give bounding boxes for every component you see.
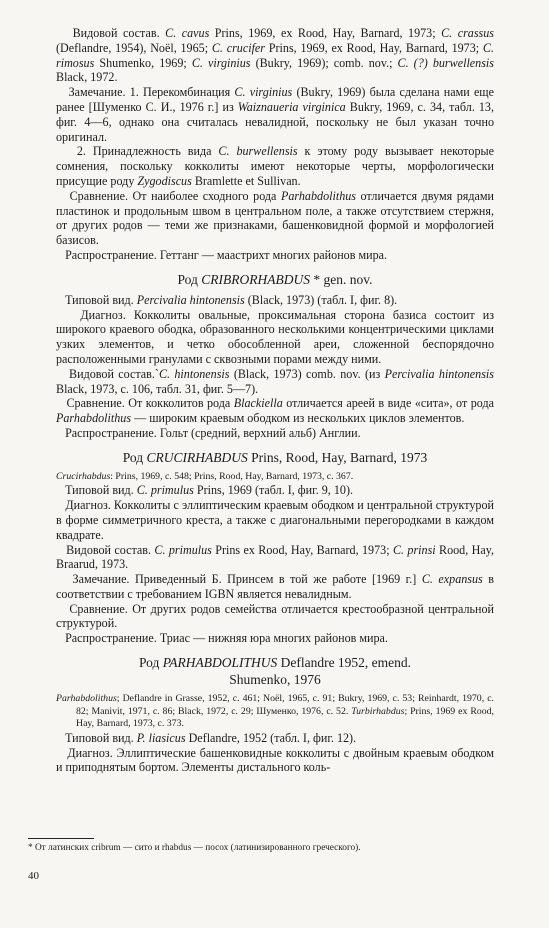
- paragraph: Диагноз. Кокколиты с эллиптическим краевым ободком и центральной структурой в форме симметричного креста, а также с диагональными перегородками в каждом квадрате.: [56, 498, 494, 542]
- paragraph: Распространение. Триас — нижняя юра многих районов мира.: [56, 631, 388, 646]
- paragraph: Диагноз. Эллиптические башенковидные кокколиты с двойным краевым ободком и приподнятым бортом. Элементы дистального коль-: [56, 745, 494, 775]
- page-number: 40: [28, 870, 39, 882]
- paragraph: Видовой состав. C. cavus Prins, 1969, ex Rood, Hay, Barnard, 1973; C. crassus (Deflandre, 1954), Noël, 1965; C. crucifer Prins, 1969, ex Rood, Hay, Barnard, 1973; C. rimosus Shumenko, 1969; C. virginius (Bukry, 1969); comb. nov.; C. (?) burwellensis Black, 1972.: [56, 26, 495, 85]
- paragraph: Типовой вид. C. primulus Prins, 1969 (табл. I, фиг. 9, 10).: [56, 483, 354, 498]
- paragraph: Замечание. 1. Перекомбинация C. virginius (Bukry, 1969) была сделана нами еще ранее [Шуменко С. И., 1976 г.] из Waiznaueria virginica Bukry, 1969, с. 34, табл. 13, фиг. 4—6, однако она считалась невалидной, поскольку не был указан точно оригинал.: [56, 85, 494, 144]
- footnote-rule: [28, 838, 94, 839]
- genus-heading: Род PARHABDOLITHUS Deflandre 1952, emend. Shumenko, 1976: [138, 655, 412, 688]
- paragraph: Распространение. Гольт (средний, верхний альб) Англии.: [56, 425, 361, 440]
- paragraph: 2. Принадлежность вида C. burwellensis к этому роду вызывает некоторые сомнения, поскольку кокколиты имеют некоторые черты, морфологически присущие роду Zygodiscus Bramlette et Sullivan.: [56, 144, 494, 188]
- paragraph: Типовой вид. P. liasicus Deflandre, 1952 (табл. I, фиг. 12).: [56, 730, 357, 745]
- synonymy-line: Parhabdolithus; Deflandre in Grasse, 1952, с. 461; Noël, 1965, с. 91; Bukry, 1969, с. 53; Reinhardt, 1970, с. 82; Manivit, 1971, с. 86; Black, 1972, с. 29; Шуменко, 1976, с. 52. Turbirhabdus; Prins, 1969 ex Rood, Hay, Barnard, 1973, с. 373.: [56, 693, 494, 730]
- paragraph: Сравнение. От кокколитов рода Blackiella отличается ареей в виде «сита», от рода Parhabdolithus — широким краевым ободком из нескольких циклов элементов.: [56, 396, 494, 426]
- text-column: [56, 26, 494, 775]
- paragraph: Типовой вид. Percivalia hintonensis (Black, 1973) (табл. I, фиг. 8).: [56, 292, 398, 307]
- genus-heading: Род CRUCIRHABDUS Prins, Rood, Hay, Barnard, 1973: [122, 449, 428, 465]
- paragraph: Диагноз. Кокколиты овальные, проксимальная сторона базиса состоит из широкого краевого ободка, образованного несколькими концентрическими циклами узких элементов, и четко обособленной ареи, сложенной беспорядочно расположенными гранулами с сквозными порами между ними.: [56, 307, 494, 366]
- footnote: * От латинских cribrum — сито и rhabdus — посох (латинизированного греческого).: [28, 843, 361, 853]
- paragraph: Замечание. Приведенный Б. Принсем в той же работе [1969 г.] C. expansus в соответствии с требованием IGBN является невалидным.: [56, 572, 494, 601]
- paragraph: Распространение. Геттанг — маастрихт многих районов мира.: [56, 247, 388, 262]
- paragraph: Видовой состав.`C. hintonensis (Black, 1973) comb. nov. (из Percivalia hintonensis Black, 1973, с. 106, табл. 31, фиг. 5—7).: [56, 366, 494, 396]
- synonymy-line: Crucirhabdus: Prins, 1969, с. 548; Prins, Rood, Hay, Barnard, 1973, с. 367.: [56, 470, 354, 482]
- paragraph: Видовой состав. C. primulus Prins ex Rood, Hay, Barnard, 1973; C. prinsi Rood, Hay, Braarud, 1973.: [56, 542, 495, 572]
- paragraph: Сравнение. От наиболее сходного рода Parhabdolithus отличается двумя рядами пластинок и продольным швом в центральном поле, а также отсутствием стержня, от других родов — теми же признаками, башенковидной формой и морфологией базисов.: [56, 188, 494, 248]
- genus-heading: Род CRIBRORHABDUS * gen. nov.: [177, 271, 373, 287]
- paragraph: Сравнение. От других родов семейства отличается крестообразной центральной структурой.: [56, 601, 494, 631]
